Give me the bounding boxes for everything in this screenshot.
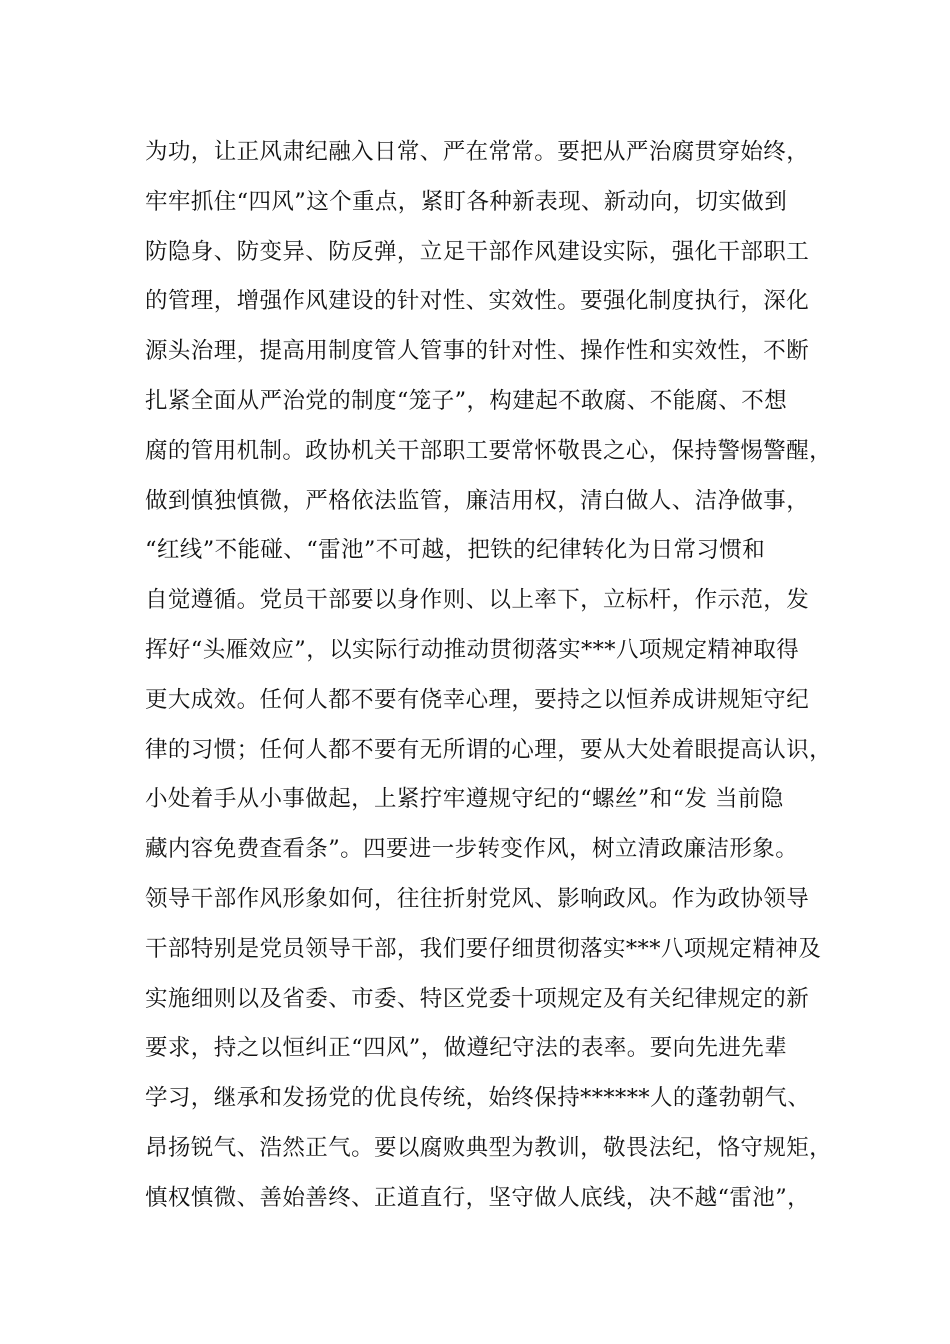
text-line: 实施细则以及省委、市委、特区党委十项规定及有关纪律规定的新 xyxy=(145,985,810,1012)
text-line: 自觉遵循。党员干部要以身作则、以上率下，立标杆，作示范，发 xyxy=(145,587,810,614)
text-line: 扎紧全面从严治党的制度“笼子”，构建起不敢腐、不能腐、不想 xyxy=(145,387,788,414)
text-line: 为功，让正风肃纪融入日常、严在常常。要把从严治腐贯穿始终， xyxy=(145,139,810,165)
text-line: 藏内容免费查看条”。四要进一步转变作风，树立清政廉洁形象。 xyxy=(145,836,799,863)
text-line: 的管理，增强作风建设的针对性、实效性。要强化制度执行，深化 xyxy=(145,288,810,315)
text-line: 牢牢抓住“四风”这个重点，紧盯各种新表现、新动向，切实做到 xyxy=(145,188,788,215)
text-line: 腐的管用机制。政协机关干部职工要常怀敬畏之心，保持警惕警醒， xyxy=(145,437,833,464)
text-line: 慎权慎微、善始善终、正道直行，坚守做人底线，决不越“雷池”， xyxy=(145,1184,811,1211)
text-line: 防隐身、防变异、防反弹，立足干部作风建设实际，强化干部职工 xyxy=(145,238,810,265)
text-line: 要求，持之以恒纠正“四风”，做遵纪守法的表率。要向先进先辈 xyxy=(145,1035,788,1062)
text-line: 律的习惯；任何人都不要有无所谓的心理，要从大处着眼提高认识， xyxy=(145,736,833,763)
text-line: 昂扬锐气、浩然正气。要以腐败典型为教训，敬畏法纪，恪守规矩， xyxy=(145,1134,833,1161)
text-line: 小处着手从小事做起，上紧拧牢遵规守纪的“螺丝”和“发 当前隐 xyxy=(145,786,784,813)
text-line: 更大成效。任何人都不要有侥幸心理，要持之以恒养成讲规矩守纪 xyxy=(145,686,810,713)
text-line: 做到慎独慎微，严格依法监管，廉洁用权，清白做人、洁净做事， xyxy=(145,487,810,514)
text-line: 源头治理，提高用制度管人管事的针对性、操作性和实效性，不断 xyxy=(145,338,810,365)
body-text xyxy=(145,128,835,1224)
text-line: 领导干部作风形象如何，往往折射党风、影响政风。作为政协领导 xyxy=(145,885,810,912)
text-line: “红线”不能碰、“雷池”不可越，把铁的纪律转化为日常习惯和 xyxy=(145,537,766,564)
text-line: 挥好“头雁效应”，以实际行动推动贯彻落实***八项规定精神取得 xyxy=(145,636,800,663)
text-line: 干部特别是党员领导干部，我们要仔细贯彻落实***八项规定精神及 xyxy=(145,935,822,962)
text-line: 学习，继承和发扬党的优良传统，始终保持******人的蓬勃朝气、 xyxy=(145,1085,811,1112)
